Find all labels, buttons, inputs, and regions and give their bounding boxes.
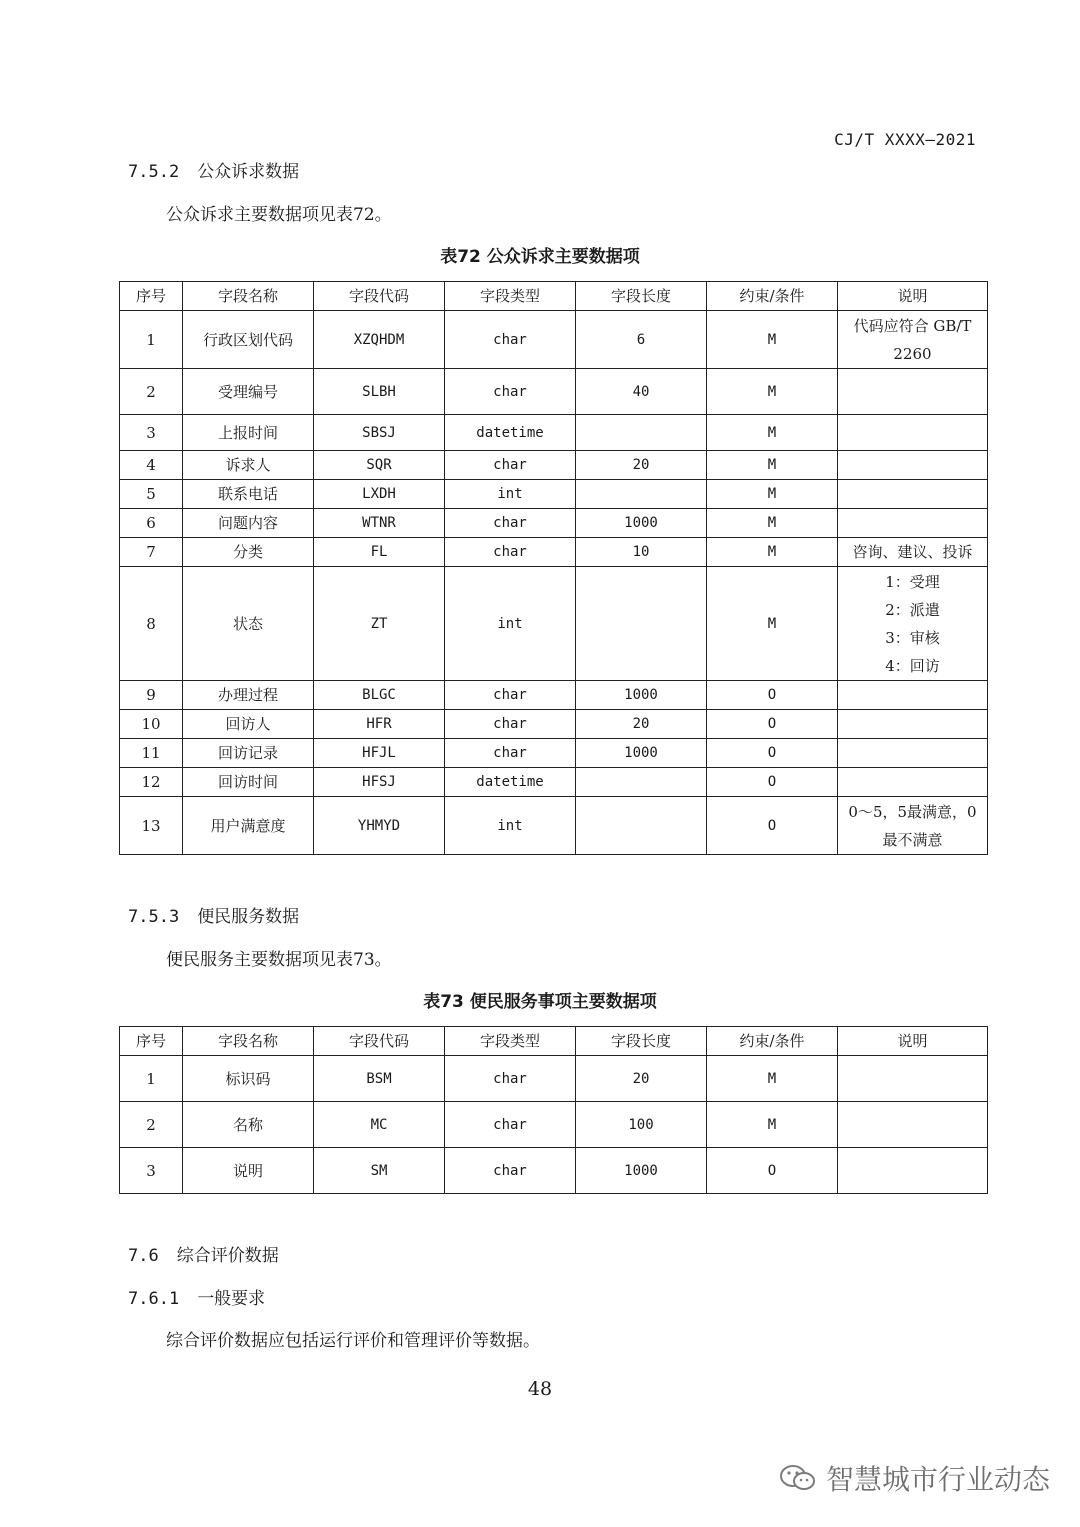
table-row (120, 768, 988, 797)
cell-note: 咨询、建议、投诉 (838, 538, 988, 567)
cell-field-code: SQR (314, 451, 445, 480)
column-header: 序号 (120, 1027, 183, 1056)
cell-seq: 3 (120, 1148, 183, 1194)
cell-note (838, 1148, 988, 1194)
cell-field-type: char (445, 710, 576, 739)
cell-seq: 13 (120, 797, 183, 855)
section-heading-753 (128, 902, 299, 927)
cell-field-type: char (445, 538, 576, 567)
cell-seq: 11 (120, 739, 183, 768)
wechat-icon (778, 1463, 818, 1493)
cell-field-type: datetime (445, 415, 576, 451)
table-row (120, 480, 988, 509)
cell-field-code: ZT (314, 567, 445, 681)
cell-constraint: M (707, 567, 838, 681)
cell-field-code: HFJL (314, 739, 445, 768)
cell-seq: 7 (120, 538, 183, 567)
cell-seq: 4 (120, 451, 183, 480)
cell-field-type: char (445, 739, 576, 768)
cell-field-type: char (445, 369, 576, 415)
watermark-text: 智慧城市行业动态 (825, 1463, 1050, 1496)
cell-note (838, 739, 988, 768)
section-heading-761 (128, 1284, 265, 1309)
cell-field-type: char (445, 681, 576, 710)
table-row (120, 567, 988, 681)
cell-field-length (576, 480, 707, 509)
column-header: 字段长度 (576, 1027, 707, 1056)
table-row (120, 739, 988, 768)
cell-field-name: 回访记录 (183, 739, 314, 768)
section-paragraph: 便民服务主要数据项见表73。 (166, 950, 392, 970)
cell-constraint: O (707, 1148, 838, 1194)
cell-field-name: 用户满意度 (183, 797, 314, 855)
column-header: 字段名称 (183, 282, 314, 311)
column-header: 约束/条件 (707, 1027, 838, 1056)
cell-field-type: char (445, 311, 576, 369)
column-header: 字段名称 (183, 1027, 314, 1056)
cell-field-type: datetime (445, 768, 576, 797)
cell-constraint: M (707, 538, 838, 567)
table-caption: 表73 便民服务事项主要数据项 (423, 992, 657, 1012)
cell-field-length: 1000 (576, 739, 707, 768)
cell-field-name: 名称 (183, 1102, 314, 1148)
table-row (120, 1148, 988, 1194)
cell-constraint: O (707, 710, 838, 739)
cell-note (838, 415, 988, 451)
cell-note (838, 797, 988, 855)
cell-field-name: 联系电话 (183, 480, 314, 509)
cell-field-type: int (445, 480, 576, 509)
cell-note (838, 710, 988, 739)
table-row (120, 538, 988, 567)
cell-field-name: 办理过程 (183, 681, 314, 710)
section-title: 便民服务数据 (197, 907, 300, 927)
section-heading-752 (128, 157, 299, 182)
cell-note (838, 1056, 988, 1102)
table-row (120, 369, 988, 415)
cell-note (838, 509, 988, 538)
note-line: 最不满意 (882, 830, 943, 849)
note-line: 代码应符合 GB/T (853, 316, 972, 335)
data-table-73 (119, 1026, 988, 1194)
note-line: 0～5，5最满意，0 (848, 802, 977, 821)
cell-field-name: 上报时间 (183, 415, 314, 451)
section-title: 一般要求 (197, 1289, 266, 1309)
table-row (120, 311, 988, 369)
cell-seq: 8 (120, 567, 183, 681)
table-row (120, 415, 988, 451)
cell-field-length (576, 797, 707, 855)
cell-note (838, 567, 988, 681)
cell-note (838, 768, 988, 797)
cell-field-code: HFSJ (314, 768, 445, 797)
table-row (120, 681, 988, 710)
cell-seq: 6 (120, 509, 183, 538)
cell-field-length: 1000 (576, 1148, 707, 1194)
cell-field-code: WTNR (314, 509, 445, 538)
cell-field-type: char (445, 1148, 576, 1194)
table-row (120, 797, 988, 855)
cell-field-code: BLGC (314, 681, 445, 710)
cell-field-name: 诉求人 (183, 451, 314, 480)
cell-constraint: M (707, 369, 838, 415)
column-header: 序号 (120, 282, 183, 311)
cell-field-type: int (445, 567, 576, 681)
cell-seq: 10 (120, 710, 183, 739)
cell-seq: 9 (120, 681, 183, 710)
cell-field-length: 100 (576, 1102, 707, 1148)
cell-field-code: SBSJ (314, 415, 445, 451)
column-header: 字段类型 (445, 282, 576, 311)
table-header-row (120, 282, 988, 311)
cell-note (838, 681, 988, 710)
section-number: 7.5.3 (128, 907, 180, 927)
table-header-row (120, 1027, 988, 1056)
cell-field-name: 说明 (183, 1148, 314, 1194)
column-header: 字段代码 (314, 282, 445, 311)
table-row (120, 1056, 988, 1102)
cell-seq: 5 (120, 480, 183, 509)
watermark (778, 1458, 1050, 1498)
cell-constraint: M (707, 480, 838, 509)
cell-field-name: 问题内容 (183, 509, 314, 538)
cell-field-length: 10 (576, 538, 707, 567)
column-header: 字段类型 (445, 1027, 576, 1056)
section-paragraph: 综合评价数据应包括运行评价和管理评价等数据。 (166, 1331, 540, 1351)
cell-constraint: M (707, 509, 838, 538)
column-header: 约束/条件 (707, 282, 838, 311)
cell-field-name: 状态 (183, 567, 314, 681)
table-row (120, 509, 988, 538)
cell-field-length: 20 (576, 451, 707, 480)
cell-field-type: int (445, 797, 576, 855)
column-header: 说明 (838, 1027, 988, 1056)
cell-constraint: O (707, 768, 838, 797)
cell-field-length: 20 (576, 710, 707, 739)
cell-field-length: 40 (576, 369, 707, 415)
data-table-72 (119, 281, 988, 855)
cell-field-length: 1000 (576, 681, 707, 710)
cell-field-code: MC (314, 1102, 445, 1148)
cell-field-code: HFR (314, 710, 445, 739)
standard-code: CJ/T XXXX—2021 (834, 130, 976, 149)
note-line: 1：受理 (885, 572, 940, 591)
table-row (120, 1102, 988, 1148)
cell-field-code: LXDH (314, 480, 445, 509)
cell-note (838, 369, 988, 415)
page-number: 48 (527, 1378, 553, 1400)
section-number: 7.5.2 (128, 162, 180, 182)
cell-seq: 1 (120, 311, 183, 369)
column-header: 说明 (838, 282, 988, 311)
table-row (120, 710, 988, 739)
section-heading-76 (128, 1241, 279, 1266)
cell-field-name: 回访人 (183, 710, 314, 739)
note-line: 3：审核 (885, 628, 940, 647)
cell-field-length: 6 (576, 311, 707, 369)
cell-field-length (576, 567, 707, 681)
cell-seq: 2 (120, 1102, 183, 1148)
cell-note (838, 480, 988, 509)
cell-field-type: char (445, 509, 576, 538)
cell-field-length: 1000 (576, 509, 707, 538)
cell-field-length (576, 415, 707, 451)
note-line: 2260 (893, 344, 932, 363)
section-paragraph: 公众诉求主要数据项见表72。 (166, 205, 392, 225)
cell-field-length: 20 (576, 1056, 707, 1102)
cell-field-code: YHMYD (314, 797, 445, 855)
cell-field-length (576, 768, 707, 797)
cell-field-name: 行政区划代码 (183, 311, 314, 369)
cell-seq: 12 (120, 768, 183, 797)
cell-field-code: SM (314, 1148, 445, 1194)
section-title: 公众诉求数据 (197, 162, 300, 182)
cell-field-code: FL (314, 538, 445, 567)
cell-field-type: char (445, 1102, 576, 1148)
cell-constraint: O (707, 681, 838, 710)
cell-field-name: 回访时间 (183, 768, 314, 797)
section-number: 7.6.1 (128, 1289, 180, 1309)
column-header: 字段代码 (314, 1027, 445, 1056)
section-title: 综合评价数据 (176, 1246, 279, 1266)
cell-constraint: M (707, 1102, 838, 1148)
cell-field-name: 受理编号 (183, 369, 314, 415)
cell-field-type: char (445, 1056, 576, 1102)
cell-field-type: char (445, 451, 576, 480)
cell-constraint: O (707, 739, 838, 768)
cell-constraint: M (707, 451, 838, 480)
note-line: 4：回访 (885, 656, 940, 675)
note-line: 2：派遣 (885, 600, 940, 619)
cell-seq: 1 (120, 1056, 183, 1102)
cell-field-code: XZQHDM (314, 311, 445, 369)
cell-field-name: 标识码 (183, 1056, 314, 1102)
section-number: 7.6 (128, 1246, 159, 1266)
cell-note (838, 451, 988, 480)
cell-field-name: 分类 (183, 538, 314, 567)
cell-field-code: BSM (314, 1056, 445, 1102)
cell-constraint: O (707, 797, 838, 855)
cell-seq: 2 (120, 369, 183, 415)
cell-constraint: M (707, 415, 838, 451)
cell-field-code: SLBH (314, 369, 445, 415)
cell-note (838, 1102, 988, 1148)
table-caption: 表72 公众诉求主要数据项 (440, 247, 640, 267)
cell-constraint: M (707, 1056, 838, 1102)
table-row (120, 451, 988, 480)
cell-note (838, 311, 988, 369)
column-header: 字段长度 (576, 282, 707, 311)
cell-constraint: M (707, 311, 838, 369)
cell-seq: 3 (120, 415, 183, 451)
